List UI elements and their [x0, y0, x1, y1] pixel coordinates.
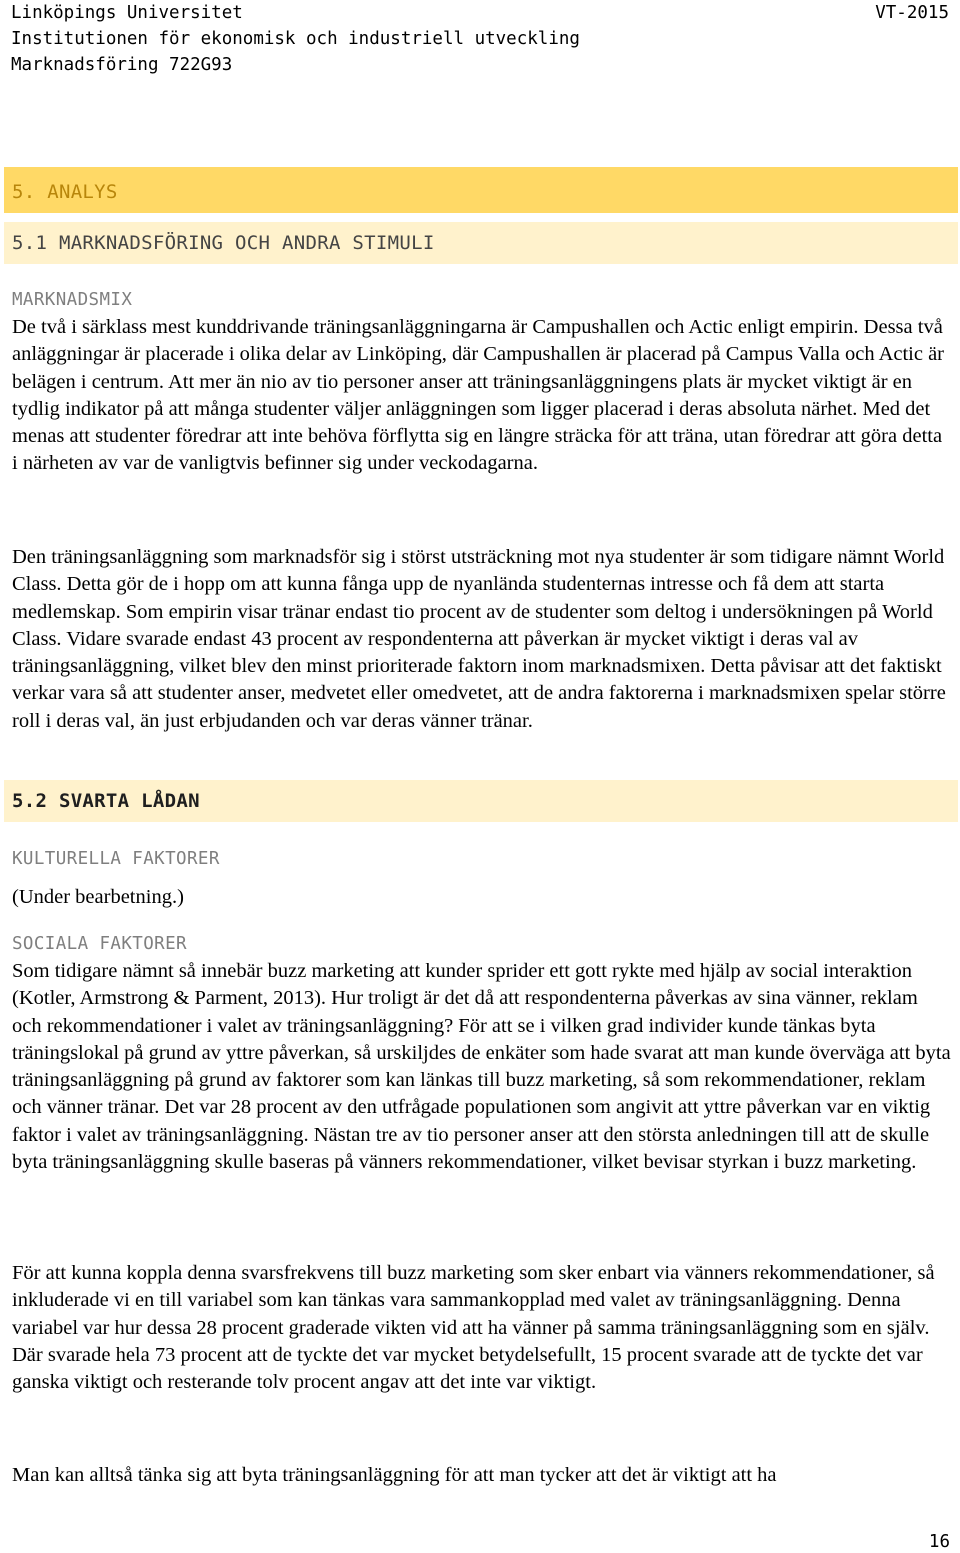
marknadsmix-paragraph-2: Den träningsanläggning som marknadsför sig i störst utsträckning mot nya studenter är som tidigare nämnt World Class. Detta gör de i hopp om att kunna fånga upp de nyanlända studenternas intresse och få dem att starta medlemskap. Som empirin visar tränar endast tio procent av de studenter som deltog i undersökningen på World Class. Vidare svarade endast 43 procent av respondenterna att påverkan är mycket viktigt i deras val av träningsanläggning, vilket blev den minst prioriterade faktorn inom marknadsmixen. Detta påvisar att det faktiskt verkar vara så att studenter anser, medvetet eller omedvetet, att de andra faktorerna i marknadsmixen spelar större roll i deras val, än just erbjudanden och var deras vänner tränar. — [12, 546, 946, 732]
marknadsmix-heading: MARKNADSMIX — [12, 290, 133, 310]
kulturella-text: (Under bearbetning.) — [12, 886, 184, 908]
section-5-1-band — [4, 222, 958, 264]
section-5-2-title: 5.2 SVARTA LÅDAN — [12, 790, 200, 812]
university-name: Linköpings Universitet — [11, 3, 243, 23]
marknadsmix-paragraph-1: De två i särklass mest kunddrivande träningsanläggningarna är Campushallen och Actic enligt empirin. Dessa två anläggningar är placerade i olika delar av Linköping, där Campushallen är placerad på Campus Valla och Actic är belägen i centrum. Att mer än nio av tio personer anser att träningsanläggningens plats är mycket viktigt är en tydlig indikator på att många studenter väljer anläggningen som ligger placerad i deras absoluta närhet. Med det menas att studenter föredrar att inte behöva förflytta sig en längre sträcka för att träna, utan föredrar att göra detta i närheten av var de vanligtvis befinner sig under veckodagarna. — [12, 316, 945, 475]
document-header — [11, 0, 949, 78]
sociala-paragraph-2: För att kunna koppla denna svarsfrekvens till buzz marketing som sker enbart via vänners rekommendationer, så inkluderade vi en till variabel som kan tänkas vara sammankopplad med valet av träningsanläggning. Denna variabel var hur dessa 28 procent graderade vikten vid att ha vänner på samma träningsanläggning som en själv. Där svarade hela 73 procent att de tyckte det var mycket betydelsefullt, 15 procent svarade att de tyckte det var ganska viktigt och resterande tolv procent angav att det inte var viktigt. — [12, 1262, 935, 1394]
page-number: 16 — [928, 1532, 950, 1552]
kulturella-heading: KULTURELLA FAKTORER — [12, 849, 220, 869]
department-name: Institutionen för ekonomisk och industriell utveckling — [11, 29, 580, 49]
analysis-title: 5. ANALYS — [12, 181, 118, 203]
analysis-title-band — [4, 167, 958, 213]
course-name: Marknadsföring 722G93 — [11, 55, 233, 75]
sociala-paragraph-1: Som tidigare nämnt så innebär buzz marketing att kunder sprider ett gott rykte med hjälp av social interaktion (Kotler, Armstrong & Parment, 2013). Hur troligt är det då att respondenterna påverkas av sina vänner, reklam och rekommendationer i valet av träningsanläggning? För att se i vilken grad individer kunde tänkas byta träningslokal på grund av yttre påverkan, så urskiljdes de enkäter som hade svarat att man kunde överväga att byta träningsanläggning på grund av faktorer som kan länkas till buzz marketing, så som rekommendationer, reklam och vänner tränar. Det var 28 procent av den utfrågade populationen som angivit att yttre påverkan var en viktig faktor i valet av träningsanläggning. Nästan tre av tio personer anser att den största anledningen till att de skulle byta träningsanläggning skulle baseras på vänners rekommendationer, vilket bevisar styrkan i buzz marketing. — [12, 960, 951, 1174]
sociala-paragraph-3: Man kan alltså tänka sig att byta träningsanläggning för att man tycker att det är viktigt att ha — [12, 1464, 777, 1486]
section-5-1-title: 5.1 MARKNADSFÖRING OCH ANDRA STIMULI — [12, 232, 435, 254]
section-5-2-band — [4, 780, 958, 822]
term-label: VT-2015 — [875, 3, 949, 23]
sociala-heading: SOCIALA FAKTORER — [12, 934, 187, 954]
